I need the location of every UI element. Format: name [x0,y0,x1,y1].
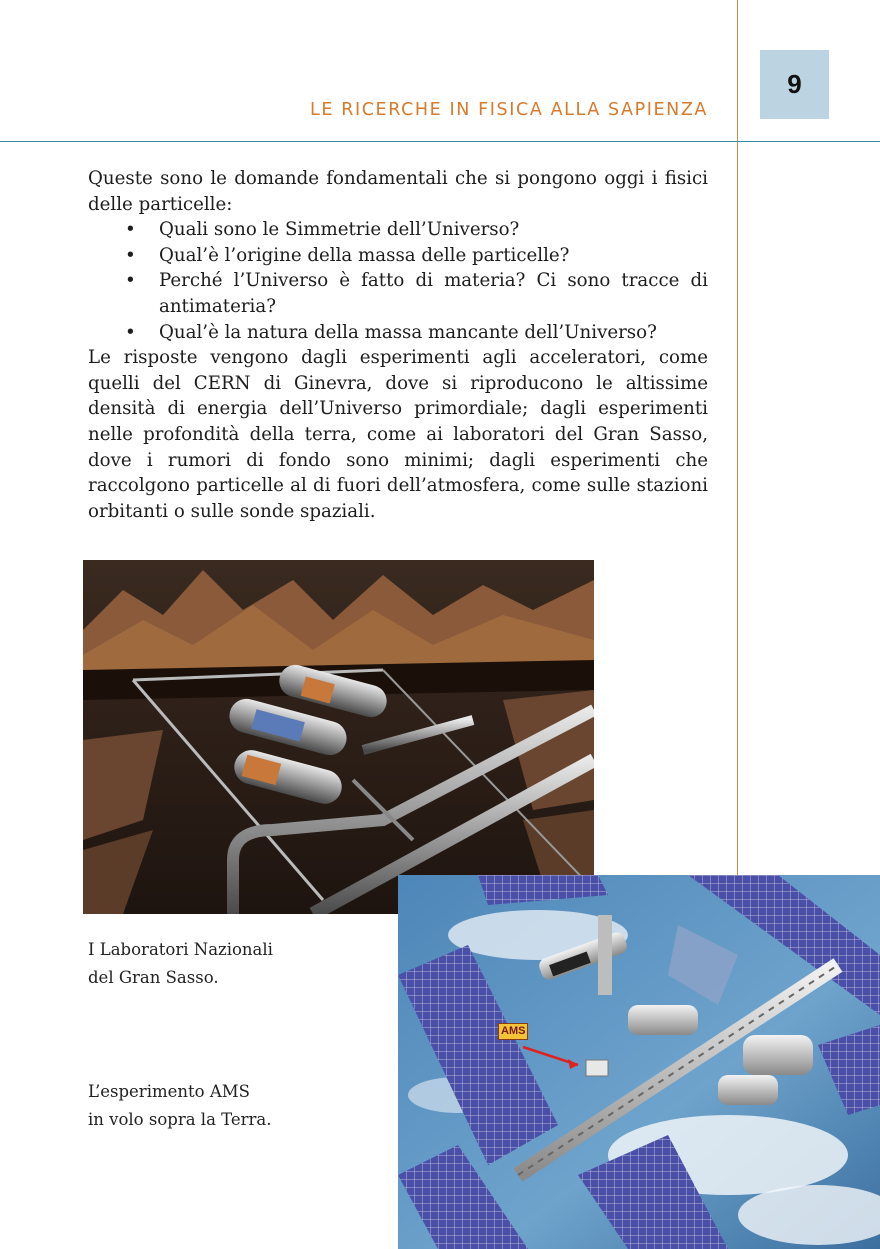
list-item: • Quali sono le Simmetrie dell’Universo? [88,217,708,243]
header-rule [0,141,880,142]
bullet-icon: • [125,244,136,266]
body-text [88,166,708,524]
running-head: LE RICERCHE IN FISICA ALLA SAPIENZA [310,100,708,120]
list-item: • Qual’è l’origine della massa delle particelle? [88,243,708,269]
ams-label: AMS [498,1023,528,1040]
bullet-icon: • [125,321,136,343]
vertical-rule [737,0,738,875]
gran-sasso-illustration [83,560,594,914]
bullet-icon: • [125,219,136,241]
intro-paragraph: Queste sono le domande fondamentali che si pongono oggi i fisici delle particelle: [88,168,708,215]
page-number-box [760,50,829,119]
list-item: • Perché l’Universo è fatto di materia? Ci sono tracce di antimateria? [125,270,708,317]
caption-gran-sasso: I Laboratori Nazionali del Gran Sasso. [88,940,273,987]
question-list [88,217,708,345]
page-number: 9 [787,69,802,99]
ams-space-station-image [398,875,880,1249]
bullet-icon: • [125,270,136,292]
caption-ams: L’esperimento AMS in volo sopra la Terra. [88,1082,272,1129]
list-item: • Qual’è la natura della massa mancante dell’Universo? [88,320,708,346]
answer-paragraph: Le risposte vengono dagli esperimenti agli acceleratori, come quelli del CERN di Ginevra, dove si riproducono le altissime densità di energia dell’Universo primordiale; dagli esperimenti nelle profondità della terra, come ai laboratori del Gran Sasso, dove i rumori di fondo sono minimi; dagli esperimenti che raccolgono particelle al di fuori dell’atmosfera, come sulle stazioni orbitanti o sulle sonde spaziali. [88,347,708,522]
